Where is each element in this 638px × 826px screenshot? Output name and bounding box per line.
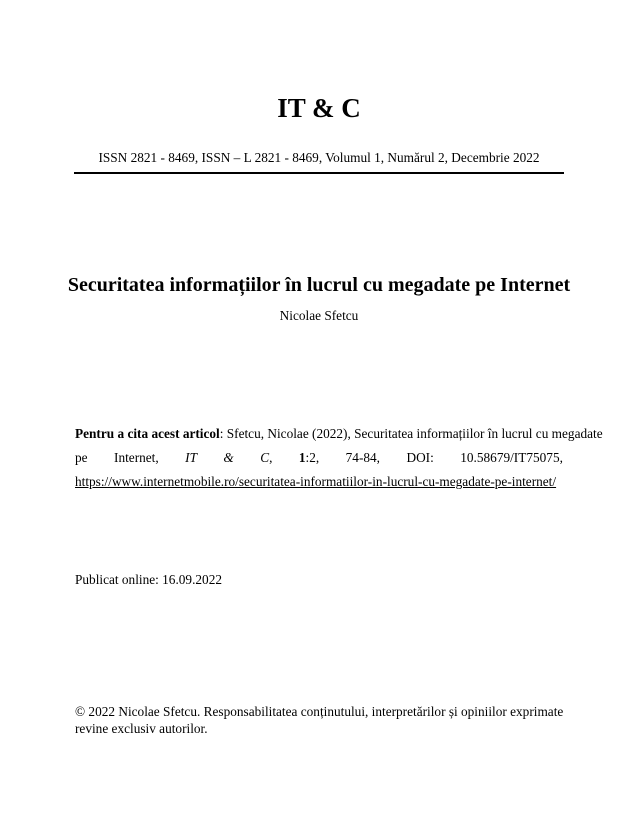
published-online: Publicat online: 16.09.2022 xyxy=(75,572,222,587)
citation-journal-word: & xyxy=(223,450,234,465)
citation-label: Pentru a cita acest articol xyxy=(75,426,220,441)
article-author: Nicolae Sfetcu xyxy=(279,308,359,323)
citation-volume xyxy=(299,446,319,470)
citation-url-link[interactable]: https://www.internetmobile.ro/securitatea-informatiilor-in-lucrul-cu-megadate-pe-internet/ xyxy=(75,474,557,489)
citation-doi-label: DOI: xyxy=(406,450,434,465)
citation-line-2 xyxy=(75,446,563,470)
citation-journal-word: C xyxy=(260,450,270,465)
citation-volume-number: 1 xyxy=(298,450,306,465)
issn-line: ISSN 2821 - 8469, ISSN – L 2821 - 8469, Volumul 1, Numărul 2, Decembrie 2022 xyxy=(98,150,540,165)
citation-line-1 xyxy=(75,422,603,446)
copyright-notice: © 2022 Nicolae Sfetcu. Responsabilitatea conținutului, interpretărilor și opiniilor exprimate revine exclusiv autorilor. xyxy=(75,704,564,736)
journal-title: IT & C xyxy=(277,93,361,123)
article-title: Securitatea informațiilor în lucrul cu megadate pe Internet xyxy=(67,274,571,296)
citation-pages: 74-84, xyxy=(345,450,381,465)
citation-word: Internet, xyxy=(114,450,159,465)
citation-issue: :2, xyxy=(305,450,320,465)
citation-journal-word: IT xyxy=(185,450,197,465)
citation-word: pe xyxy=(75,450,88,465)
citation-doi: 10.58679/IT75075, xyxy=(460,450,563,465)
citation-line-3 xyxy=(75,470,563,494)
citation-block xyxy=(75,422,603,494)
citation-journal-c xyxy=(260,446,272,470)
citation-punct: , xyxy=(269,450,273,465)
citation-text: : Sfetcu, Nicolae (2022), Securitatea informațiilor în lucrul cu megadate xyxy=(219,426,603,441)
header-divider xyxy=(74,172,564,174)
